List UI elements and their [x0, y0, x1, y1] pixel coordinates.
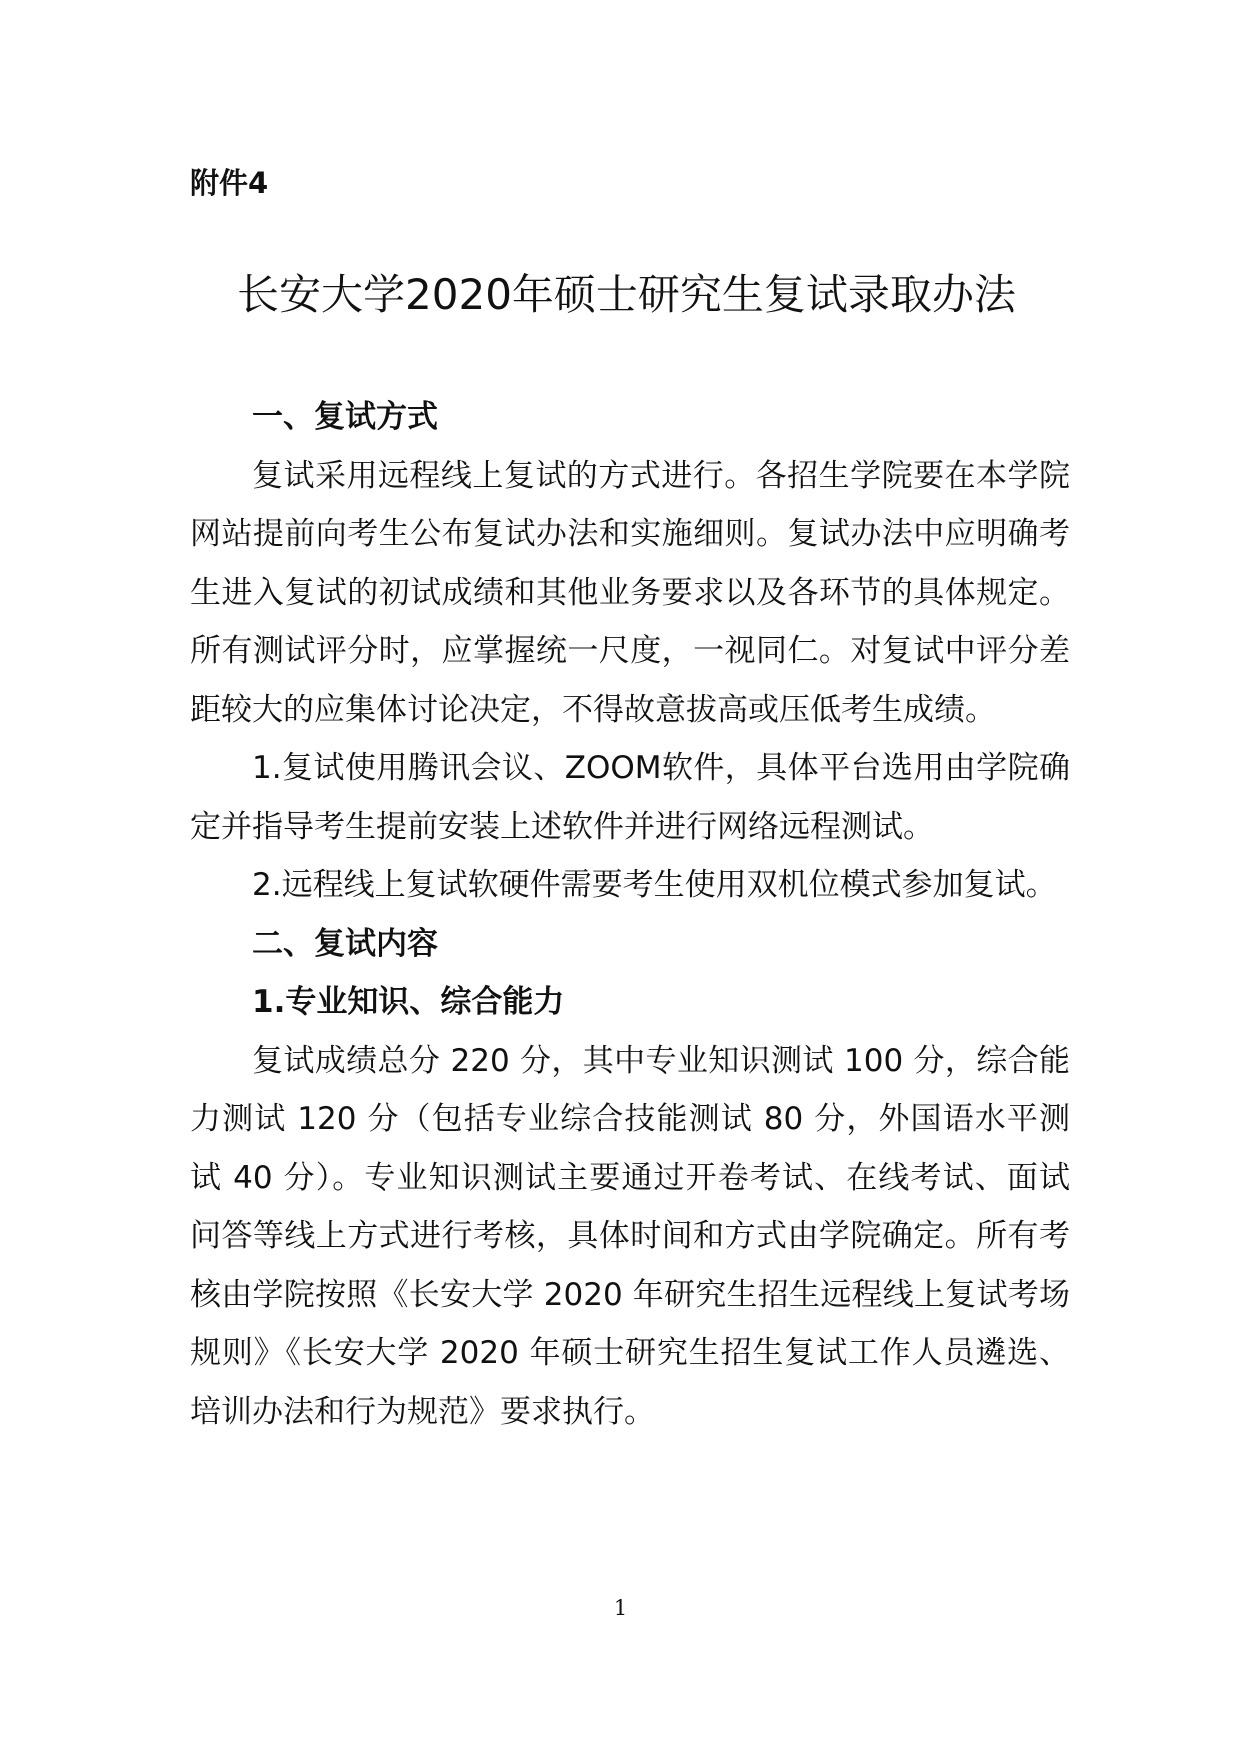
section-subheading: 1.专业知识、综合能力 — [252, 984, 565, 1020]
paragraph: 复试成绩总分 220 分，其中专业知识测试 100 分，综合能力测试 120 分（包括专业综合技能测试 80 分，外国语水平测试 40 分）。专业知识测试主要通过开卷考试、在线考试、面试问答等线上方式进行考核，具体时间和方式由学院确定。所有考核由学院按照《长安大学 2020 年研究生招生远程线上复试考场规则》《长安大学 2020 年硕士研究生招生复试工作人员遴选、培训办法和行为规范》要求执行。 — [190, 1042, 1070, 1430]
paragraph: 1.复试使用腾讯会议、ZOOM软件，具体平台选用由学院确定并指导考生提前安装上述软件并进行网络远程测试。 — [190, 750, 1070, 845]
section-heading-1: 一、复试方式 — [252, 399, 438, 435]
paragraph: 2.远程线上复试软硬件需要考生使用双机位模式参加复试。 — [252, 867, 1057, 903]
paragraph: 复试采用远程线上复试的方式进行。各招生学院要在本学院网站提前向考生公布复试办法和实施细则。复试办法中应明确考生进入复试的初试成绩和其他业务要求以及各环节的具体规定。所有测试评分时，应掌握统一尺度，一视同仁。对复试中评分差距较大的应集体讨论决定，不得故意拔高或压低考生成绩。 — [190, 457, 1070, 728]
document-body — [190, 388, 1070, 1441]
page-number: 1 — [613, 1596, 628, 1620]
document-title: 长安大学2020年硕士研究生复试录取办法 — [237, 270, 1016, 319]
section-heading-2: 二、复试内容 — [252, 925, 438, 962]
attachment-label: 附件4 — [190, 166, 269, 200]
